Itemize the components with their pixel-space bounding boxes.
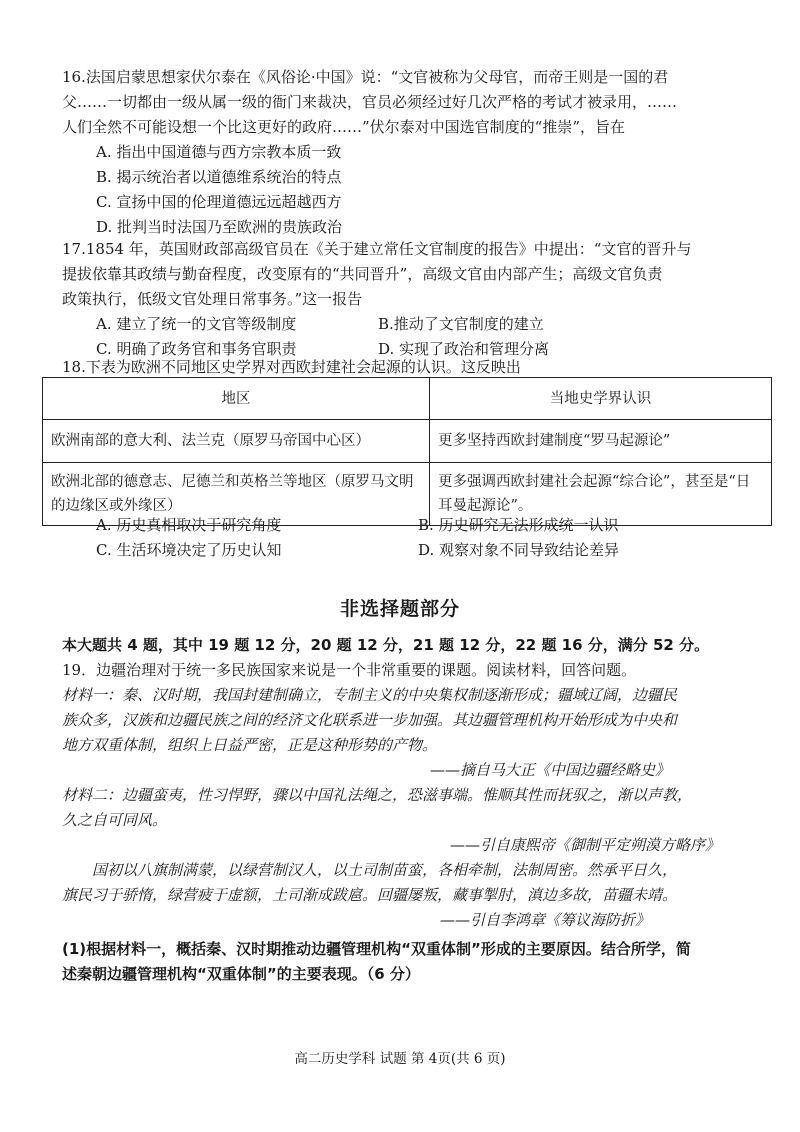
q17-option-c: C. 明确了政务官和事务官职责 <box>96 340 297 358</box>
q16-stem-line: 16.法国启蒙思想家伏尔泰在《风俗论·中国》说：“文官被称为父母官，而帝王则是一国的君 <box>62 68 669 86</box>
q16-stem-line: 父……一切都由一级从属一级的衙门来裁决，官员必须经过好几次严格的考试才被录用，…… <box>62 93 678 111</box>
material-line: 国初以八旗制满蒙，以绿营制汉人，以土司制苗蛮，各相牵制，法制周密。然承平日久， <box>92 861 678 879</box>
section-intro: 本大题共 4 题，其中 19 题 12 分，20 题 12 分，21 题 12 分，22 题 16 分，满分 52 分。 <box>62 636 710 654</box>
table-header-cell: 当地史学界认识 <box>430 378 772 420</box>
material-source: ——摘自马大正《中国边疆经略史》 <box>429 761 670 779</box>
material-source: ——引自康熙帝《御制平定朔漠方略序》 <box>449 836 720 854</box>
q19-stem: 19．边疆治理对于统一多民族国家来说是一个非常重要的课题。阅读材料，回答问题。 <box>62 661 637 679</box>
table-cell: 欧洲北部的德意志、尼德兰和英格兰等地区（原罗马文明的边缘区或外缘区） <box>43 463 430 526</box>
q18-option-a: A. 历史真相取决于研究角度 <box>96 516 282 534</box>
table-cell: 更多坚持西欧封建制度“罗马起源论” <box>430 420 772 463</box>
q17-stem-line: 政策执行，低级文官处理日常事务。”这一报告 <box>62 290 363 308</box>
material-line: 材料一：秦、汉时期，我国封建制确立，专制主义的中央集权制逐渐形成；疆域辽阔，边疆民 <box>62 686 678 704</box>
material-source: ——引自李鸿章《筹议海防折》 <box>439 911 650 929</box>
q17-options-row <box>62 312 760 337</box>
table-header-cell: 地区 <box>43 378 430 420</box>
q19-material-1 <box>62 683 760 783</box>
table-cell: 欧洲南部的意大利、法兰克（原罗马帝国中心区） <box>43 420 430 463</box>
q18-options <box>62 513 760 563</box>
question-16 <box>62 65 760 240</box>
q17-option-a: A. 建立了统一的文官等级制度 <box>96 315 297 333</box>
q18-table <box>42 377 772 526</box>
material-line: 材料二：边疆蛮夷，性习悍野，骤以中国礼法绳之，恐滋事端。惟顺其性而抚驭之，渐以声教， <box>62 786 693 804</box>
q18-options-row <box>62 513 760 538</box>
table-cell: 更多强调西欧封建社会起源“综合论”，甚至是“日耳曼起源论”。 <box>430 463 772 526</box>
material-line: 久之自可同风。 <box>62 811 168 829</box>
q16-option-d: D. 批判当时法国乃至欧洲的贵族政治 <box>96 218 343 236</box>
material-line: 地方双重体制，组织上日益严密，正是这种形势的产物。 <box>62 736 438 754</box>
q17-stem-line: 提拔依靠其政绩与勤奋程度，改变原有的“共同晋升”，高级文官由内部产生；高级文官负责 <box>62 265 663 283</box>
q19-material-3 <box>62 858 760 933</box>
table-header-row <box>43 378 772 420</box>
q17-option-d: D. 实现了政治和管理分离 <box>378 340 550 358</box>
q16-option-a: A. 指出中国道德与西方宗教本质一致 <box>96 143 342 161</box>
question-17 <box>62 237 760 362</box>
q18-options-row <box>62 538 760 563</box>
q19-material-2 <box>62 783 760 858</box>
q16-option-b: B. 揭示统治者以道德维系统治的特点 <box>96 168 342 186</box>
q18-option-b: B. 历史研究无法形成统一认识 <box>418 516 619 534</box>
q16-option-c: C. 宣扬中国的伦理道德远远超越西方 <box>96 193 342 211</box>
q18-option-d: D. 观察对象不同导致结论差异 <box>418 541 620 559</box>
material-line: 旗民习于骄惰，绿营疲于虚额，土司渐成跋扈。回疆屡叛，藏事掣肘，滇边多故，苗疆未靖。 <box>62 886 678 904</box>
q19-subquestion-line: 述秦朝边疆管理机构“双重体制”的主要表现。（6 分） <box>62 965 420 983</box>
q16-stem-line: 人们全然不可能设想一个比这更好的政府……”伏尔泰对中国选官制度的“推崇”，旨在 <box>62 118 626 136</box>
q17-option-b: B.推动了文官制度的建立 <box>378 315 544 333</box>
question-19 <box>62 633 760 987</box>
q17-stem-line: 17.1854 年，英国财政部高级官员在《关于建立常任文官制度的报告》中提出：“文官的晋升与 <box>62 240 692 258</box>
table-row <box>43 420 772 463</box>
section-title: 非选择题部分 <box>339 598 460 620</box>
q18-stem: 18.下表为欧洲不同地区史学界对西欧封建社会起源的认识。这反映出 <box>62 358 521 376</box>
material-line: 族众多，汉族和边疆民族之间的经济文化联系进一步加强。其边疆管理机构开始形成为中央和 <box>62 711 678 729</box>
q18-option-c: C. 生活环境决定了历史认知 <box>96 541 282 559</box>
q19-subquestion-line: (1)根据材料一，概括秦、汉时期推动边疆管理机构“双重体制”形成的主要原因。结合所学，简 <box>62 940 691 958</box>
page-footer: 高二历史学科 试题 第 4页(共 6 页) <box>294 1051 506 1067</box>
